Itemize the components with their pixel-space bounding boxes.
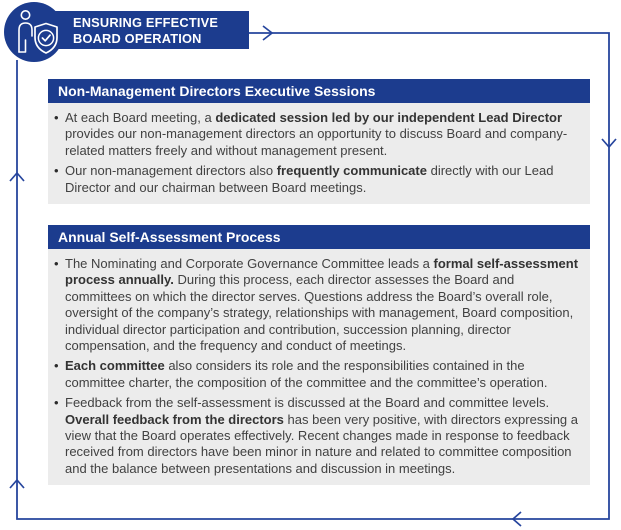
bullet-list [48,103,590,204]
bullet-list [48,249,590,485]
section-header: Annual Self-Assessment Process [48,225,590,249]
arrow-up-icon [10,480,24,488]
bullet-item: • At each Board meeting, a dedicated session led by our independent Lead Director provides our non-management directors an opportunity to discuss Board and company-related matters freely and without management present. [54,110,580,159]
badge-title-line2: BOARD OPERATION [73,31,202,46]
badge-title-line1: ENSURING EFFECTIVE [73,15,219,30]
arrow-down-icon [602,139,616,147]
section-self-assessment [48,225,590,485]
person-with-shield-check-icon [4,2,64,62]
section-header: Non-Management Directors Executive Sessions [48,79,590,103]
bullet-item: • Feedback from the self-assessment is discussed at the Board and committee levels. Overall feedback from the directors has been very positive, with directors expressing a view that the Board operates effectively. Recent changes made in response to feedback received from directors have been minor in nature and related to committee composition and the balance between presentations and discussion in meetings. [54,395,580,477]
bullet-item: • Each committee also considers its role and the responsibilities contained in the committee charter, the composition of the committee and the committee’s operation. [54,358,580,391]
bullet-item: • Our non-management directors also frequently communicate directly with our Lead Director and our chairman between Board meetings. [54,163,580,196]
section-executive-sessions [48,79,590,204]
arrow-right-icon [263,26,272,40]
arrow-left-icon [513,512,521,526]
arrow-up-icon [10,173,24,181]
bullet-item: • The Nominating and Corporate Governance Committee leads a formal self-assessment process annually. During this process, each director assesses the Board and committees on which the director serves. Questions address the Board’s overall role, oversight of the company’s strategy, relationships with management, Board composition, individual director participation and contribution, succession planning, director compensation, and the frequency and conduct of meetings. [54,256,580,354]
section-badge [55,11,249,49]
